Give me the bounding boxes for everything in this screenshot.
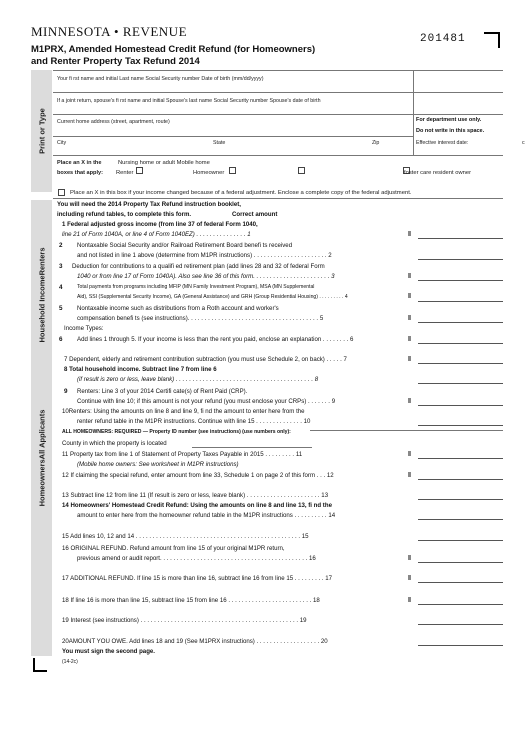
all-homeowners-label: ALL HOMEOWNERS: REQUIRED — Property ID number (see instructions) (use numbers only): <box>62 429 291 435</box>
renter-label: Renter <box>116 170 134 176</box>
line-marker <box>408 231 411 236</box>
nursing-home-label: Nursing home or adult Mobile home <box>118 160 210 166</box>
foster-care-label: foster care resident owner <box>404 170 472 176</box>
line-marker <box>408 293 411 298</box>
line-19-text: 19 Interest (see instructions) . . . . . . . . . . . . . . . . . . . . . . . . . . . . . . . . . . . . . . . . . . . . . . . 19 <box>62 617 307 624</box>
grid-line <box>53 114 503 115</box>
household-income-label: Household IncomeRenters <box>37 247 46 343</box>
renter-checkbox[interactable] <box>136 167 143 174</box>
line-12-text: 12 If claiming the special refund, enter amount from line 33, Schedule 1 on page 2 of this form . . . 12 <box>62 472 334 479</box>
line-11-amount[interactable] <box>418 458 503 459</box>
line-2-number: 2 <box>59 242 63 249</box>
sign-note: You must sign the second page. <box>62 648 155 655</box>
mobile-home-checkbox[interactable] <box>298 167 305 174</box>
line-16-text: 16 ORIGINAL REFUND. Refund amount from line 15 of your original M1PR return, <box>62 545 285 552</box>
line-4-number: 4 <box>59 284 63 291</box>
county-field[interactable] <box>192 447 312 448</box>
household-income-bar <box>31 200 52 390</box>
form-title: M1PRX, Amended Homestead Credit Refund (for Homeowners) <box>31 44 316 55</box>
line-8-amount[interactable] <box>418 383 503 384</box>
line-1-text: 1 Federal adjusted gross income (from line 37 of federal Form 1040, <box>62 221 258 228</box>
corner-mark-bottom-left <box>33 658 47 672</box>
line-14-text: 14 Homeowners' Homestead Credit Refund: Using the amounts on line 8 and line 13, fi nd the <box>62 502 332 509</box>
boxes-apply-label: boxes that apply: <box>57 170 104 176</box>
grid-line <box>53 70 503 71</box>
line-9-text: Renters: Line 3 of your 2014 Certifi cate(s) of Rent Paid (CRP). <box>77 388 248 395</box>
homeowner-checkbox[interactable] <box>229 167 236 174</box>
line-16-text-2: previous amend or audit report. . . . . . . . . . . . . . . . . . . . . . . . . . . . . . . . . . . . . . . . . . . . 16 <box>77 555 316 562</box>
line-2-text: Nontaxable Social Security and/or Railroad Retirement Board benefi ts received <box>77 242 293 249</box>
name-field[interactable]: Your fi rst name and initial Last name Social Security number Date of birth (mm/dd/yyyy) <box>57 76 264 82</box>
county-label: County in which the property is located <box>62 440 167 447</box>
line-3-amount[interactable] <box>418 280 503 281</box>
federal-change-checkbox[interactable] <box>58 189 65 196</box>
homeowners-label: HomeownersAll Applicants <box>37 409 46 507</box>
line-marker <box>408 451 411 456</box>
all-applicants-bar <box>31 526 52 656</box>
line-18-amount[interactable] <box>418 604 503 605</box>
grid-line <box>53 136 413 137</box>
income-types-label: Income Types: <box>64 325 104 332</box>
form-code: 201481 <box>420 33 466 45</box>
line-15-amount[interactable] <box>418 540 503 541</box>
place-x-label: Place an X in the <box>57 160 102 166</box>
line-8-text-2: (if result is zero or less, leave blank) . . . . . . . . . . . . . . . . . . . . . . . . . . . . . . . . . . . . . . . . . 8 <box>77 376 319 383</box>
spouse-field[interactable]: If a joint return, spouse's fi rst name and initial Spouse's last name Social Security number Spouse's date of birth <box>57 98 321 104</box>
line-10-amount[interactable] <box>418 425 503 426</box>
corner-mark-top-right <box>484 32 500 48</box>
line-4-amount[interactable] <box>418 301 503 302</box>
line-3-text: Deduction for contributions to a qualifi ed retirement plan (add lines 28 and 32 of federal Form <box>72 263 325 270</box>
line-marker <box>408 472 411 477</box>
line-20-text: 20AMOUNT YOU OWE. Add lines 18 and 19 (See M1PRX instructions) . . . . . . . . . . . . . . . . . . . 20 <box>62 638 328 645</box>
line-9-amount[interactable] <box>418 405 503 406</box>
line-8-text: 8 Total household income. Subtract line 7 from line 6 <box>64 366 217 373</box>
city-field[interactable]: City <box>57 140 67 146</box>
line-6-number: 6 <box>59 336 63 343</box>
line-15-text: 15 Add lines 10, 12 and 14 . . . . . . . . . . . . . . . . . . . . . . . . . . . . . . . . . . . . . . . . . . . . . . . . . 15 <box>62 533 309 540</box>
dept-use-note-2: Do not write in this space. <box>416 128 485 134</box>
line-1-text-2: line 21 of Form 1040A, or line 4 of Form 1040EZ) . . . . . . . . . . . . . . . 1 <box>62 231 251 238</box>
line-marker <box>408 356 411 361</box>
line-5-number: 5 <box>59 305 63 312</box>
line-2-amount[interactable] <box>418 259 503 260</box>
property-id-field[interactable] <box>310 430 503 431</box>
line-6-text: Add lines 1 through 5. If your income is less than the rent you paid, enclose an explanation . . . . . . . . 6 <box>77 336 354 343</box>
line-11-text: 11 Property tax from line 1 of Statement of Property Taxes Payable in 2015 . . . . . . . . . 11 <box>62 451 303 458</box>
line-12-amount[interactable] <box>418 479 503 480</box>
line-14-amount[interactable] <box>418 519 503 520</box>
form-revision-code: (14-2c) <box>62 659 78 665</box>
line-marker <box>408 315 411 320</box>
homeowners-bar <box>31 390 52 526</box>
line-marker <box>408 597 411 602</box>
line-6-amount[interactable] <box>418 343 503 344</box>
line-5-amount[interactable] <box>418 322 503 323</box>
line-13-amount[interactable] <box>418 499 503 500</box>
grid-line <box>53 198 503 199</box>
agency-brand: MINNESOTA • REVENUE <box>31 24 188 39</box>
line-5-text-2: compensation benefi ts (see instructions). . . . . . . . . . . . . . . . . . . . . . . . . . . . . . . . . . . . . . . 5 <box>77 315 324 322</box>
grid-line <box>413 70 414 155</box>
line-10-text-2: renter refund table in the M1PR instructions. Continue with line 15 . . . . . . . . . . . . . . 10 <box>77 418 311 425</box>
line-marker <box>408 575 411 580</box>
state-field[interactable]: State <box>213 140 226 146</box>
line-13-text: 13 Subtract line 12 from line 11 (If result is zero or less, leave blank) . . . . . . . . . . . . . . . . . . . . . . 13 <box>62 492 329 499</box>
line-marker <box>408 273 411 278</box>
edge-mark: c <box>522 140 525 146</box>
line-5-text: Nontaxable income such as distributions from a Roth account and worker's <box>77 305 279 312</box>
form-subtitle: and Renter Property Tax Refund 2014 <box>31 56 200 67</box>
line-4-text-2: Aid), SSI (Supplemental Security Income), GA (General Assistance) and GRH (Group Residential Housing) . . . . . . . . . 4 <box>77 294 348 300</box>
line-19-amount[interactable] <box>418 624 503 625</box>
line-10-text: 10Renters: Using the amounts on line 8 and line 9, fi nd the amount to enter here from the <box>62 408 305 415</box>
grid-line <box>53 92 503 93</box>
line-17-text: 17 ADDITIONAL REFUND. If line 15 is more than line 16, subtract line 16 from line 15 . . . . . . . . . 17 <box>62 575 333 582</box>
line-7-amount[interactable] <box>418 363 503 364</box>
line-11-text-2: (Mobile home owners: See worksheet in M1PR instructions) <box>77 461 239 468</box>
print-or-type-bar <box>31 70 52 192</box>
line-marker <box>408 336 411 341</box>
print-or-type-label: Print or Type <box>37 108 46 154</box>
zip-field[interactable]: Zip <box>372 140 380 146</box>
line-16-amount[interactable] <box>418 562 503 563</box>
line-3-number: 3 <box>59 263 63 270</box>
line-7-text: 7 Dependent, elderly and retirement contribution subtraction (you must use Schedule 2, on back) . . . . . 7 <box>64 356 347 363</box>
line-17-amount[interactable] <box>418 582 503 583</box>
dept-use-note: For department use only. <box>416 117 482 123</box>
line-9-number: 9 <box>64 388 68 395</box>
line-marker <box>408 555 411 560</box>
instructions-line-2: including refund tables, to complete this form. <box>57 211 192 218</box>
interest-date-label: Effective interest date: <box>416 140 469 146</box>
line-3-text-2: 1040 or from line 17 of Form 1040A). Also see line 36 of this form. . . . . . . . . . . . . . . . . . . . . . . 3 <box>77 273 335 280</box>
line-4-text: Total payments from programs including MFIP (MN Family Investment Program), MSA (MN Supplemental <box>77 284 315 290</box>
line-2-text-2: and not listed in line 1 above (determine from M1PR instructions) . . . . . . . . . . . . . . . . . . . . . . 2 <box>77 252 332 259</box>
line-9-text-2: Continue with line 10; if this amount is not your refund (you must enclose your CRPs) . . . . . . . 9 <box>77 398 336 405</box>
grid-line <box>53 155 503 156</box>
correct-amount-header: Correct amount <box>232 211 278 218</box>
line-marker <box>408 398 411 403</box>
homeowner-label: Homeowner <box>193 170 225 176</box>
instructions-line-1: You will need the 2014 Property Tax Refund instruction booklet, <box>57 201 241 208</box>
line-1-amount[interactable] <box>418 238 503 239</box>
address-field[interactable]: Current home address (street, apartment, route) <box>57 119 170 125</box>
line-20-amount[interactable] <box>418 645 503 646</box>
line-18-text: 18 If line 16 is more than line 15, subtract line 15 from line 16 . . . . . . . . . . . . . . . . . . . . . . . . . 18 <box>62 597 320 604</box>
federal-change-label: Place an X in this box if your income changed because of a federal adjustment. Enclose a complete copy of the federal adjustment. <box>70 190 412 196</box>
line-14-text-2: amount to enter here from the homeowner refund table in the M1PR instructions . . . . . . . . . . 14 <box>77 512 336 519</box>
